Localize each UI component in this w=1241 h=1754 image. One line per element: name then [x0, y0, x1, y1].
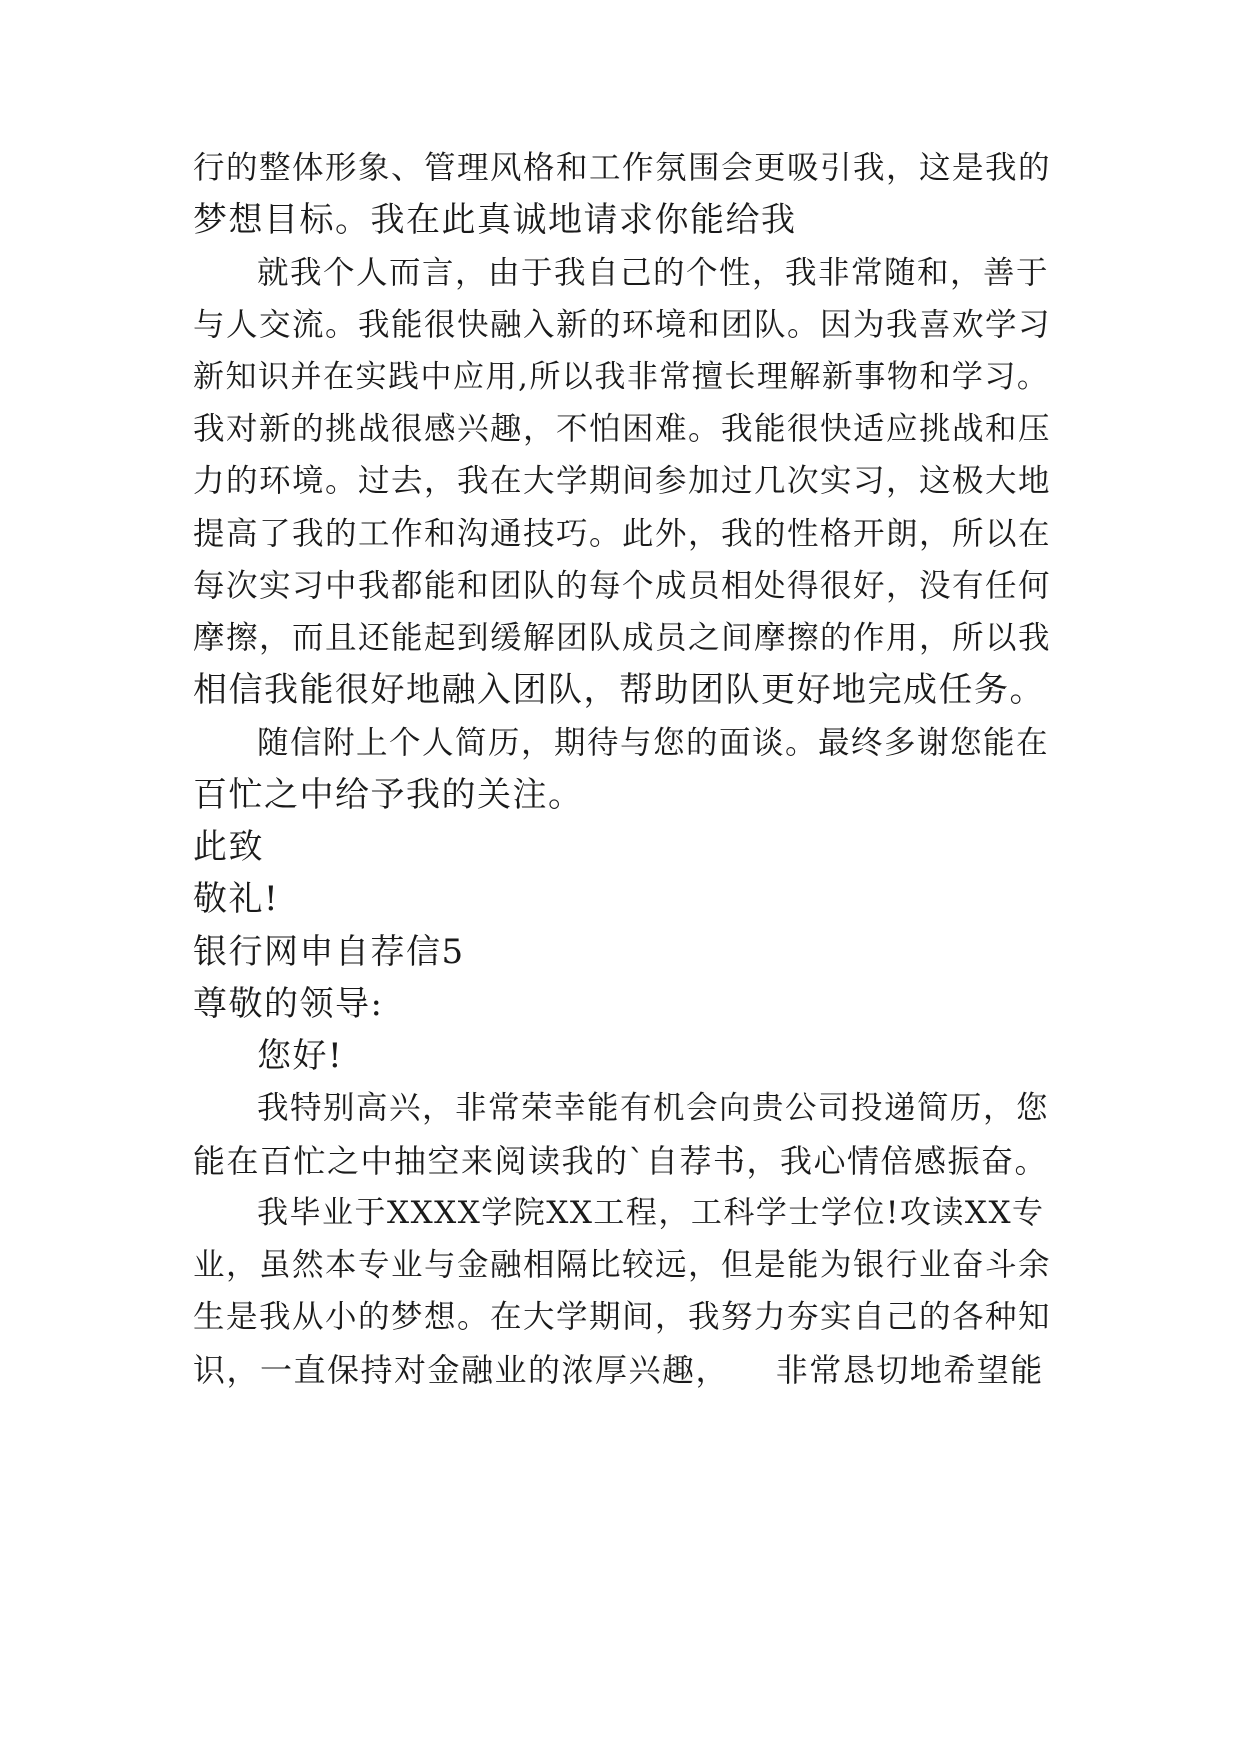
- greeting-line: 尊敬的领导:: [193, 984, 384, 1024]
- text-line: 百忙之中给予我的关注。: [193, 775, 584, 815]
- paragraph-start-line: 随信附上个人简历，期待与您的面谈。最终多谢您能在: [257, 725, 1050, 761]
- text-line: 我对新的挑战很感兴趣，不怕困难。我能很快适应挑战和压: [193, 411, 1052, 447]
- paragraph-start-line: 我毕业于XXXX学院XX工程，工科学士学位!攻读XX专: [257, 1195, 1045, 1231]
- paragraph-start-line: 就我个人而言，由于我自己的个性，我非常随和，善于: [257, 255, 1050, 291]
- text-line: 摩擦，而且还能起到缓解团队成员之间摩擦的作用，所以我: [193, 620, 1052, 656]
- text-line: 识，一直保持对金融业的浓厚兴趣， 非常恳切地希望能: [193, 1351, 1044, 1389]
- closing-salutation: 敬礼!: [193, 879, 280, 919]
- paragraph-start-line: 我特别高兴，非常荣幸能有机会向贵公司投递简历，您: [257, 1090, 1050, 1126]
- text-line: 新知识并在实践中应用,所以我非常擅长理解新事物和学习。: [193, 359, 1050, 395]
- text-line: 与人交流。我能很快融入新的环境和团队。因为我喜欢学习: [193, 307, 1052, 343]
- section-heading: 银行网申自荐信5: [193, 932, 465, 972]
- text-line: 生是我从小的梦想。在大学期间，我努力夯实自己的各种知: [193, 1299, 1052, 1335]
- text-line: 行的整体形象、管理风格和工作氛围会更吸引我，这是我的: [193, 150, 1052, 186]
- text-line: 梦想目标。我在此真诚地请求你能给我: [193, 200, 797, 240]
- text-line: 业，虽然本专业与金融相隔比较远，但是能为银行业奋斗余: [193, 1247, 1052, 1283]
- text-line: 每次实习中我都能和团队的每个成员相处得很好，没有任何: [193, 568, 1052, 604]
- text-line: 力的环境。过去，我在大学期间参加过几次实习，这极大地: [193, 463, 1052, 499]
- greeting-line: 您好!: [257, 1036, 344, 1076]
- text-line: 相信我能很好地融入团队，帮助团队更好地完成任务。: [193, 670, 1045, 710]
- closing-line: 此致: [193, 827, 264, 867]
- text-line: 提高了我的工作和沟通技巧。此外，我的性格开朗，所以在: [193, 516, 1052, 552]
- text-line: 能在百忙之中抽空来阅读我的`自荐书，我心情倍感振奋。: [193, 1142, 1049, 1180]
